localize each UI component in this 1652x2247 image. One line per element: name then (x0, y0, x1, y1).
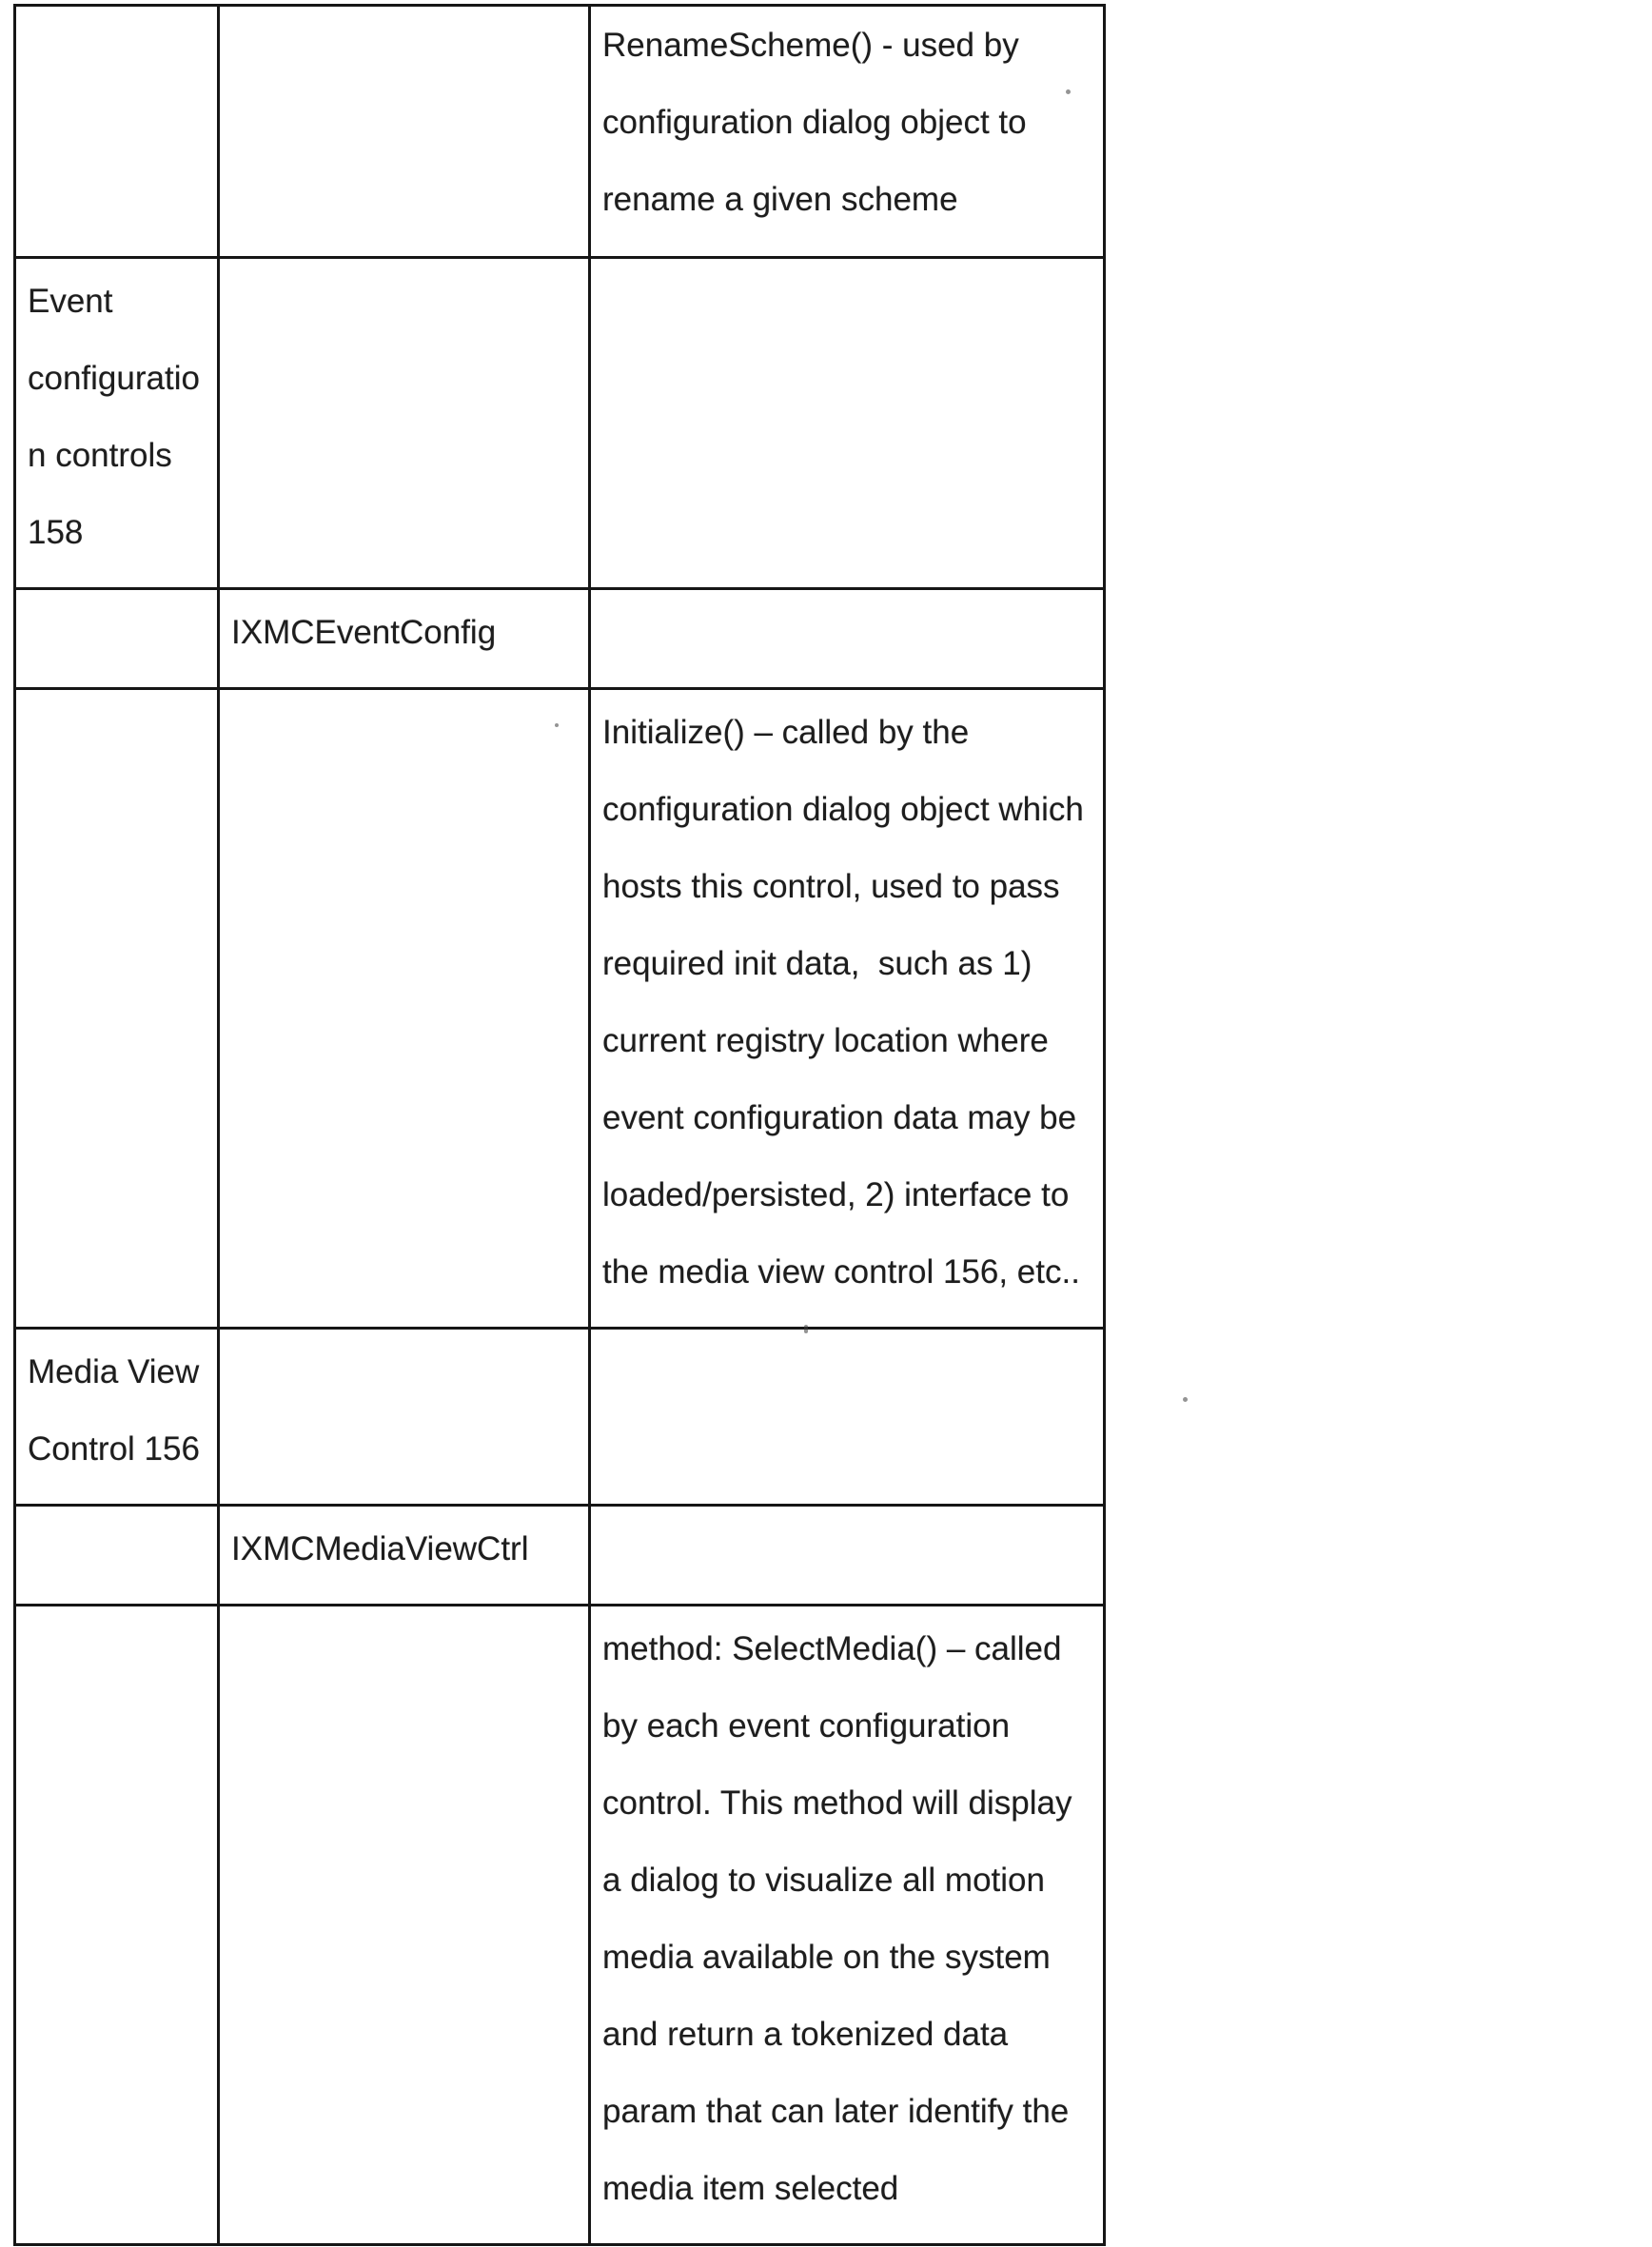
cell-component (16, 1507, 217, 1604)
cell-component (16, 7, 217, 256)
cell-description (588, 259, 1103, 587)
scan-artifact-dot (1066, 89, 1071, 94)
scan-artifact-dot (804, 1325, 808, 1333)
cell-interface (217, 1330, 588, 1504)
cell-component (16, 690, 217, 1327)
table-row (16, 687, 1103, 1327)
cell-description (588, 1330, 1103, 1504)
cell-interface (217, 259, 588, 587)
cell-component: Event configuratio n controls 158 (28, 283, 200, 551)
cell-component (16, 590, 217, 687)
table-row (16, 1604, 1103, 2243)
scan-artifact-dot (1183, 1397, 1188, 1402)
cell-interface: IXMCEventConfig (217, 590, 588, 687)
component-interface-method-table (13, 4, 1106, 2246)
table-row (16, 7, 1103, 256)
cell-description (588, 1507, 1103, 1604)
cell-interface (217, 7, 588, 256)
table-row (16, 587, 1103, 687)
cell-interface: IXMCMediaViewCtrl (217, 1507, 588, 1604)
cell-description: RenameScheme() - used by configuration dialog object to rename a given scheme (588, 7, 1103, 256)
cell-interface (217, 1606, 588, 2243)
cell-component (16, 1606, 217, 2243)
cell-description (588, 590, 1103, 687)
cell-component: Media View Control 156 (28, 1353, 200, 1468)
table-row (16, 1504, 1103, 1604)
cell-description: method: SelectMedia() – called by each event configuration control. This method will display a dialog to visualize all motion media available on the system and return a tokenized data param that can later identify the media item selected (588, 1606, 1103, 2243)
table-row (16, 1327, 1103, 1504)
cell-description: Initialize() – called by the configuration dialog object which hosts this control, used to pass required init data, such as 1) current registry location where event configuration data may be loaded/persisted, 2) interface to the media view control 156, etc.. (588, 690, 1103, 1327)
scan-artifact-dot (555, 723, 559, 727)
table-row (16, 256, 1103, 587)
cell-interface (217, 690, 588, 1327)
